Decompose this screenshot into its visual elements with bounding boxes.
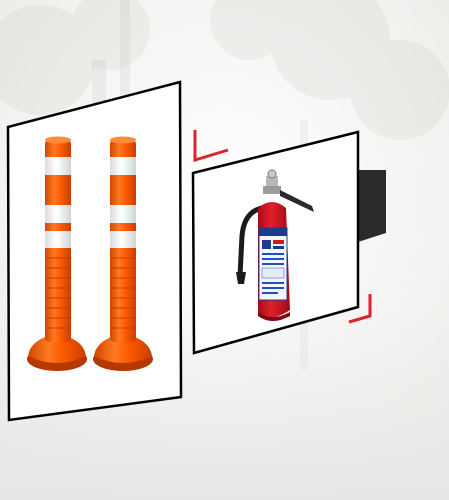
bollard-panel: [8, 82, 181, 420]
extinguisher-panel: [193, 132, 358, 353]
corner-mark-top-left: [195, 130, 228, 160]
panel-shadow: [358, 170, 386, 242]
